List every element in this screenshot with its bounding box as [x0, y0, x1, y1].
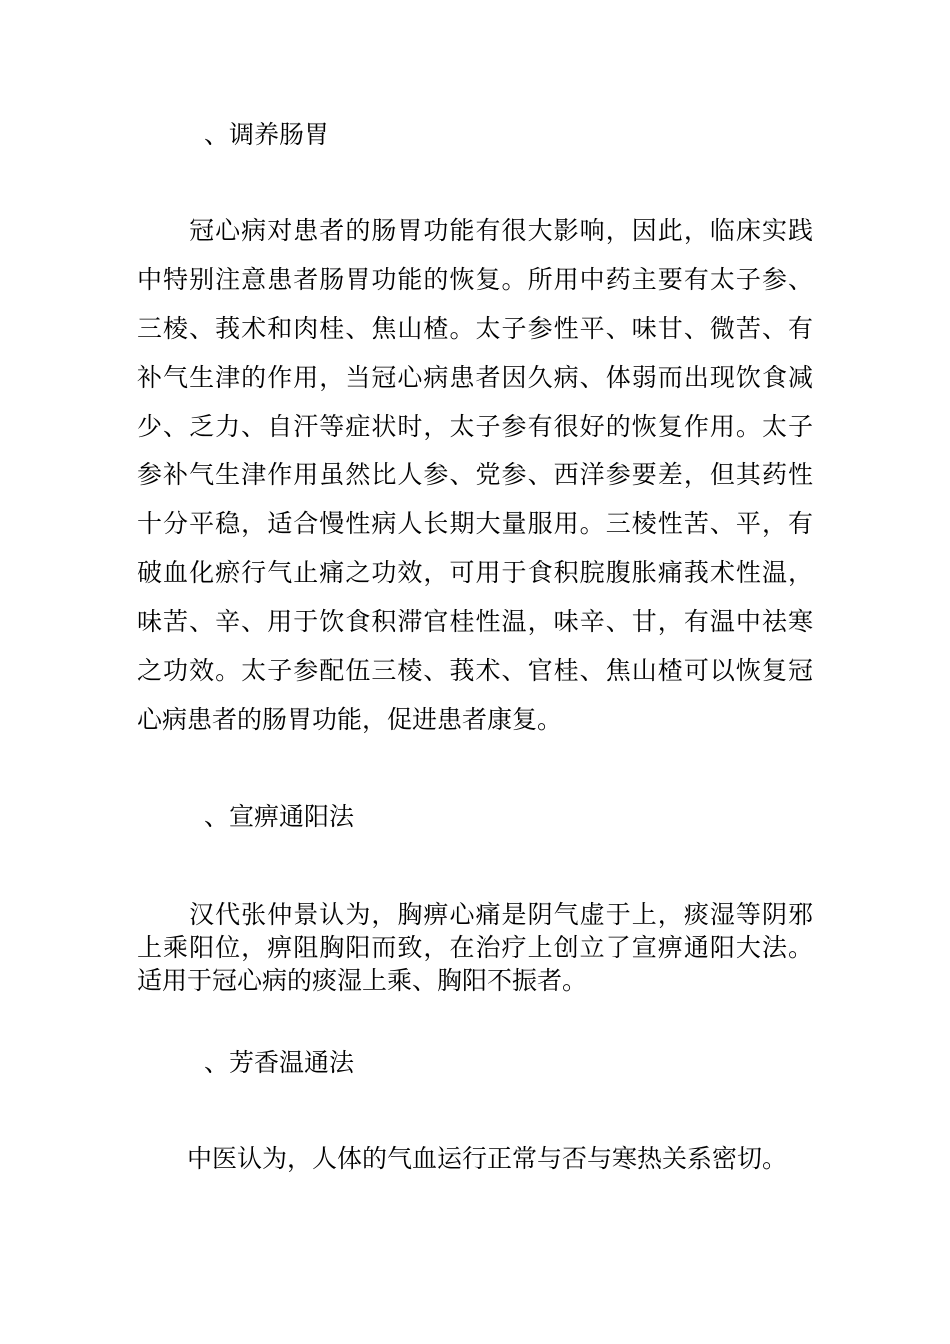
paragraph-line: 参补气生津作用虽然比人参、党参、西洋参要差，但其药性: [137, 460, 813, 490]
paragraph-line: 三棱、莪术和肉桂、焦山楂。太子参性平、味甘、微苦、有: [137, 313, 813, 343]
paragraph-line: 补气生津的作用，当冠心病患者因久病、体弱而出现饮食减: [137, 362, 813, 392]
paragraph-line: 中医认为，人体的气血运行正常与否与寒热关系密切。: [137, 1144, 788, 1173]
paragraph-line: 中特别注意患者肠胃功能的恢复。所用中药主要有太子参、: [137, 264, 813, 294]
paragraph-line: 少、乏力、自汗等症状时，太子参有很好的恢复作用。太子: [137, 411, 813, 441]
paragraph-line: 适用于冠心病的痰湿上乘、胸阳不振者。: [137, 966, 588, 995]
paragraph-line: 上乘阳位，痹阻胸阳而致，在治疗上创立了宣痹通阳大法。: [137, 933, 813, 962]
paragraph-line: 十分平稳，适合慢性病人长期大量服用。三棱性苦、平，有: [137, 509, 813, 539]
paragraph-line: 冠心病对患者的肠胃功能有很大影响，因此，临床实践: [137, 216, 813, 245]
paragraph-line: 破血化瘀行气止痛之功效，可用于食积脘腹胀痛莪术性温，: [137, 558, 813, 588]
section-paragraph-2: [137, 898, 813, 997]
paragraph-line: 心病患者的肠胃功能，促进患者康复。: [137, 704, 563, 734]
section-paragraph-3: [137, 1142, 813, 1176]
paragraph-line: 味苦、辛、用于饮食积滞官桂性温，味辛、甘，有温中祛寒: [137, 607, 813, 637]
section-heading-2: 、宣痹通阳法: [204, 802, 355, 831]
section-heading-3: 、芳香温通法: [204, 1048, 355, 1077]
paragraph-line: 之功效。太子参配伍三棱、莪术、官桂、焦山楂可以恢复冠: [137, 656, 813, 686]
section-heading-1: 、调养肠胃: [204, 120, 330, 149]
paragraph-line: 汉代张仲景认为，胸痹心痛是阴气虚于上，痰湿等阴邪: [137, 900, 813, 929]
section-paragraph-1: [137, 207, 813, 745]
